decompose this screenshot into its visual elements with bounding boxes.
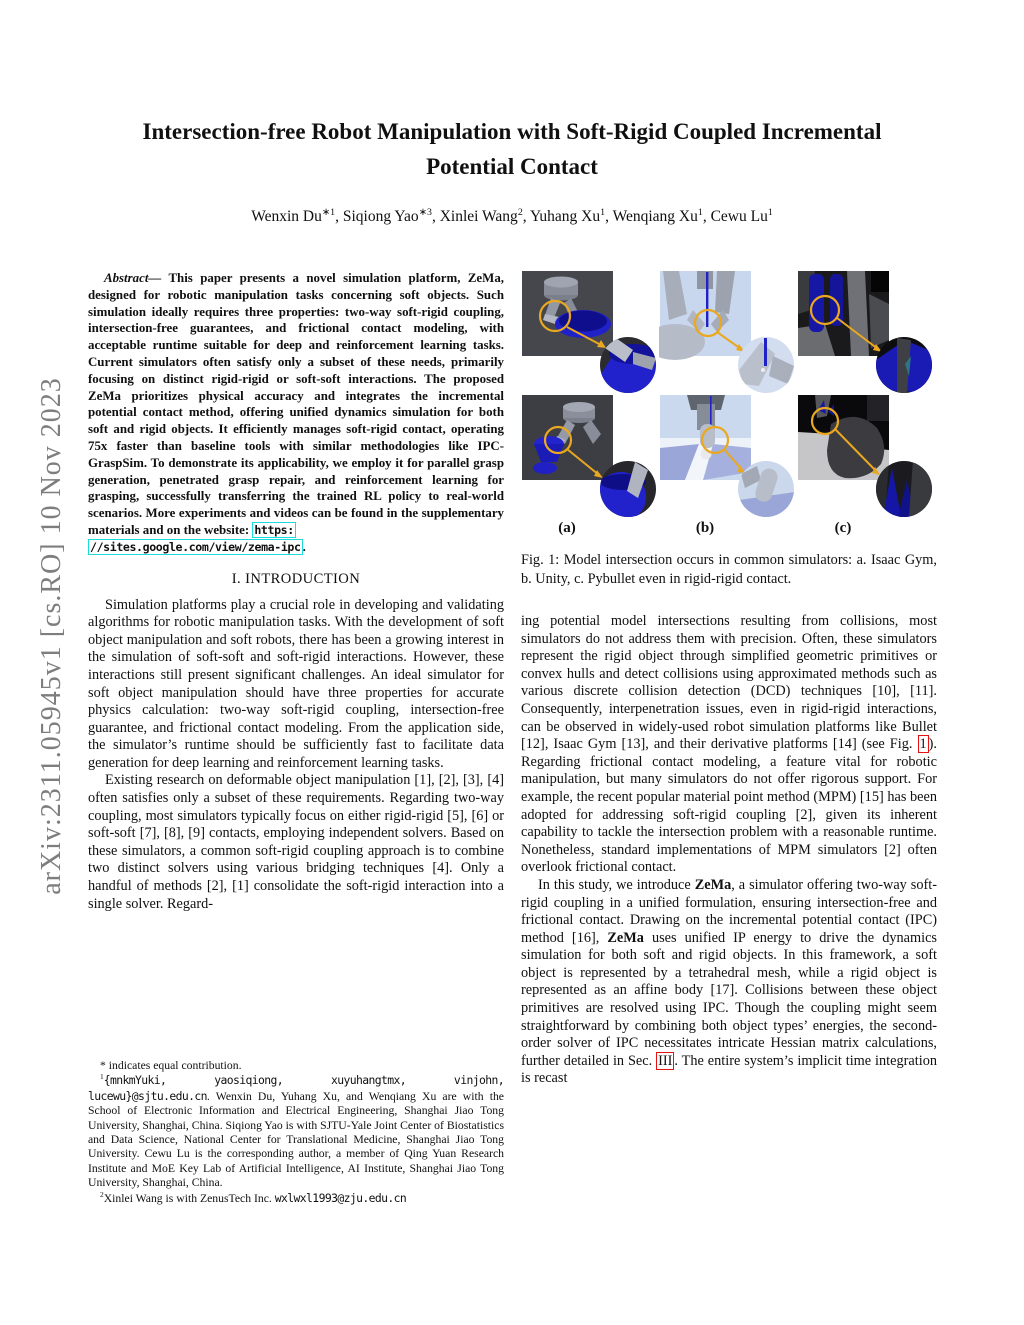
author-affiliation-sup: ∗1 bbox=[321, 206, 336, 218]
footnote-affiliation-1: $^1${mnkmYuki, yaosiqiong, xuyuhangtmx, vinjohn, lucewu}@sjtu.edu.cn. Wenxin Du, Yuhang Xu, and Wenqiang Xu are with the School of Electronic Information and Electrical Engineering, Shanghai Jiao Tong University, Shanghai, China. Siqiong Yao is with SJTU-Yale Joint Center of Biostatistics and Data Science, National Center for Translational Medicine, Shanghai Jiao Tong University. Cewu Lu is the corresponding author, a member of Qing Yuan Research Institute and MoE Key Lab of Artificial Intelligence, AI Institute, Shanghai Jiao Tong University, Shanghai, China. bbox=[88, 1072, 504, 1190]
abstract: Abstract— This paper presents a novel simulation platform, ZeMa, designed for robotic manipulation tasks concerning soft objects. Such simulation ideally requires three properties: two-way soft-rigid coupling, intersection-free guarantees, and frictional contact modeling, with acceptable runtime suitable for deep and reinforcement learning tasks. Current simulators often satisfy only a subset of these needs, primarily focusing on distinct rigid-rigid or soft-soft interactions. The proposed ZeMa prioritizes physical accuracy and integrates the incremental potential contact method, offering unified dynamics simulation for both soft and rigid objects. It efficiently manages soft-rigid contact, operating 75x faster than baseline tools with similar methodologies like IPC-GraspSim. To demonstrate its applicability, we employ it for parallel grasp generation, penetrated grasp repair, and reinforcement learning for grasping, successfully transferring the trained RL policy to real-world scenarios. More experiments and videos can be found in the supplementary materials and on the website: https: //sites.google.com/view/zema-ipc . bbox=[88, 271, 504, 554]
arxiv-watermark: arXiv:2311.05945v1 [cs.RO] 10 Nov 2023 bbox=[36, 377, 67, 895]
intro-paragraph-1: Simulation platforms play a crucial role in developing and validating algorithms for robotic manipulation tasks. With the development of soft object manipulation and soft robots, there has been a growing interest in the simulation of soft-soft and soft-rigid interactions. However, these interactions still present significant challenges. An ideal simulator for soft object manipulation should have three properties for accurate physics calculation: two-way soft-rigid coupling, intersection-free guarantee, and frictional contact modeling. From the application side, the simulator’s runtime should be sufficiently fast to facilitate data generation for deep learning and reinforcement learning tasks. bbox=[88, 596, 504, 771]
author-name: Wenxin Du bbox=[251, 208, 322, 225]
author-affiliation-sup: 2 bbox=[517, 206, 523, 218]
author-name: Xinlei Wang bbox=[439, 208, 518, 225]
intro-paragraph-2: Existing research on deformable object manipulation [1], [2], [3], [4] often satisfies only a subset of these requirements. Regarding two-way coupling, most simulators typically focus on either rigid-rigid [5], [6] or soft-soft [7], [8], [9] contacts, employing independent solvers. Based on these simulators, a common soft-rigid coupling approach is to combine two distinct solvers using various bridging techniques [4]. Only a handful of methods [2], [1] consolidate the soft-rigid interaction into a single solver. Regard- bbox=[88, 772, 504, 912]
figure1 bbox=[521, 270, 937, 518]
author-affiliation-sup: ∗3 bbox=[418, 206, 432, 218]
abstract-label: Abstract— bbox=[104, 271, 162, 285]
figure1-label-a: (a) bbox=[558, 520, 576, 536]
fig1-panel-c-bottom bbox=[797, 394, 935, 518]
figure1-reference-link[interactable]: 1 bbox=[919, 736, 927, 753]
abstract-text: This paper presents a novel simulation platform, ZeMa, designed for robotic manipulation tasks concerning soft objects. Such simulation ideally requires three properties: two-way soft-rigid coupling, intersection-free guarantees, and frictional contact modeling, with acceptable runtime suitable for deep and reinforcement learning tasks. Current simulators often satisfy only a subset of these needs, primarily focusing on distinct rigid-rigid or soft-soft interactions. The proposed ZeMa prioritizes physical accuracy and integrates the incremental potential contact method, offering unified dynamics simulation for both soft and rigid objects. It efficiently manages soft-rigid contact, operating 75x faster than baseline tools with similar methodologies like IPC-GraspSim. To demonstrate its applicability, we employ it for parallel grasp generation, penetrated grasp repair, and reinforcement learning for grasping, successfully transferring the trained RL policy to real-world scenarios. More experiments and videos can be found in the supplementary materials and on the website: bbox=[88, 271, 504, 537]
footnote-affiliation-2: $^2$Xinlei Wang is with ZenusTech Inc. wxlwxl1993@zju.edu.cn bbox=[100, 1189, 407, 1205]
zema-name: ZeMa bbox=[607, 929, 644, 946]
author-affiliation-sup: 1 bbox=[767, 206, 773, 218]
paper-title: Intersection-free Robot Manipulation with Soft-Rigid Coupled Incremental Potential Contact bbox=[142, 119, 882, 179]
figure1-labels bbox=[521, 520, 937, 537]
author-name: Wenqiang Xu bbox=[612, 208, 698, 225]
right-paragraph-1: ing potential model intersections resulting from collisions, most simulators do not address them with precision. Often, these simulators represent the rigid object through simplified geometric primitives or convex hulls and detect collisions using approximated methods such as various discrete collision detection (DCD) techniques [10], [11]. Consequently, interpenetration issues, even in rigid-rigid interactions, can be observed in widely-used robot simulation platforms like Bullet [12], Isaac Gym [13], and their derivative platforms [14] (see Fig. 1 ). Regarding frictional contact modeling, a feature vital for robotic manipulation, but many simulators do not offer rigorous support. For example, the recent popular material point method (MPM) [15] has been adopted for addressing soft-rigid coupling [2], given its inherent capability to tackle the intersection problem with a reasonable runtime. Nonetheless, standard implementations of MPM simulators [2] often overlook frictional contact. bbox=[521, 613, 937, 876]
email: wxlwxl1993@zju.edu.cn bbox=[274, 1190, 407, 1205]
author-name: Cewu Lu bbox=[710, 208, 768, 225]
right-paragraph-2: In this study, we introduce ZeMa, a simulator offering two-way soft-rigid coupling in a unified formulation, ensuring intersection-free and frictional contact. Drawing on the incremental potential contact (IPC) method [16], ZeMa uses unified IP energy to drive the dynamics simulation for both soft and rigid objects. In this framework, a soft object is represented by a tetrahedral mesh, while a rigid object is represented as an affine body [17]. Collisions between these object primitives are resolved using IPC. Though the coupling might seem straightforward by combining both object types’ energies, the second-order solver of IPC necessitates intricate Hessian matrix calculations, further detailed in Sec. III . The entire system’s implicit time integration is recast bbox=[521, 876, 937, 1087]
left-column bbox=[88, 270, 504, 1270]
figure1-label-c: (c) bbox=[834, 520, 852, 536]
figure1-caption: Fig. 1: Model intersection occurs in common simulators: a. Isaac Gym, b. Unity, c. Pybullet even in rigid-rigid contact. bbox=[521, 552, 937, 587]
fig1-panel-a-bottom bbox=[521, 394, 659, 518]
author-affiliation-sup: 1 bbox=[600, 206, 606, 218]
website-link[interactable]: //sites.google.com/view/zema-ipc bbox=[90, 539, 301, 554]
footnote-equal-contribution: * indicates equal contribution. bbox=[100, 1059, 242, 1072]
right-column bbox=[521, 270, 937, 1088]
zema-name: ZeMa bbox=[694, 876, 732, 893]
email-list: {mnkmYuki, yaosiqiong, xuyuhangtmx, vinjohn, lucewu}@sjtu.edu.cn bbox=[88, 1073, 504, 1103]
author-name: Yuhang Xu bbox=[529, 208, 601, 225]
author-affiliation-sup: 1 bbox=[697, 206, 703, 218]
author-line: Wenxin $Du^{∗1}$, Siqiong Yao$^{∗3}$, Xinlei Wang$^2$, Yuhang Xu$^1$, Wenqiang Xu$^1$, Cewu Lu$^1$ bbox=[251, 206, 773, 225]
fig1-panel-c-top bbox=[797, 270, 935, 394]
website-link[interactable]: https: bbox=[254, 522, 294, 537]
fig1-panel-a-top bbox=[521, 270, 659, 394]
section-heading-introduction: I. INTRODUCTION bbox=[231, 570, 361, 587]
fig1-panel-b-top bbox=[659, 270, 797, 394]
fig1-panel-b-bottom bbox=[659, 394, 797, 518]
figure1-label-b: (b) bbox=[695, 520, 715, 536]
author-name: Siqiong Yao bbox=[342, 208, 419, 225]
footnotes bbox=[88, 1059, 504, 1206]
section3-reference-link[interactable]: III bbox=[658, 1052, 673, 1069]
